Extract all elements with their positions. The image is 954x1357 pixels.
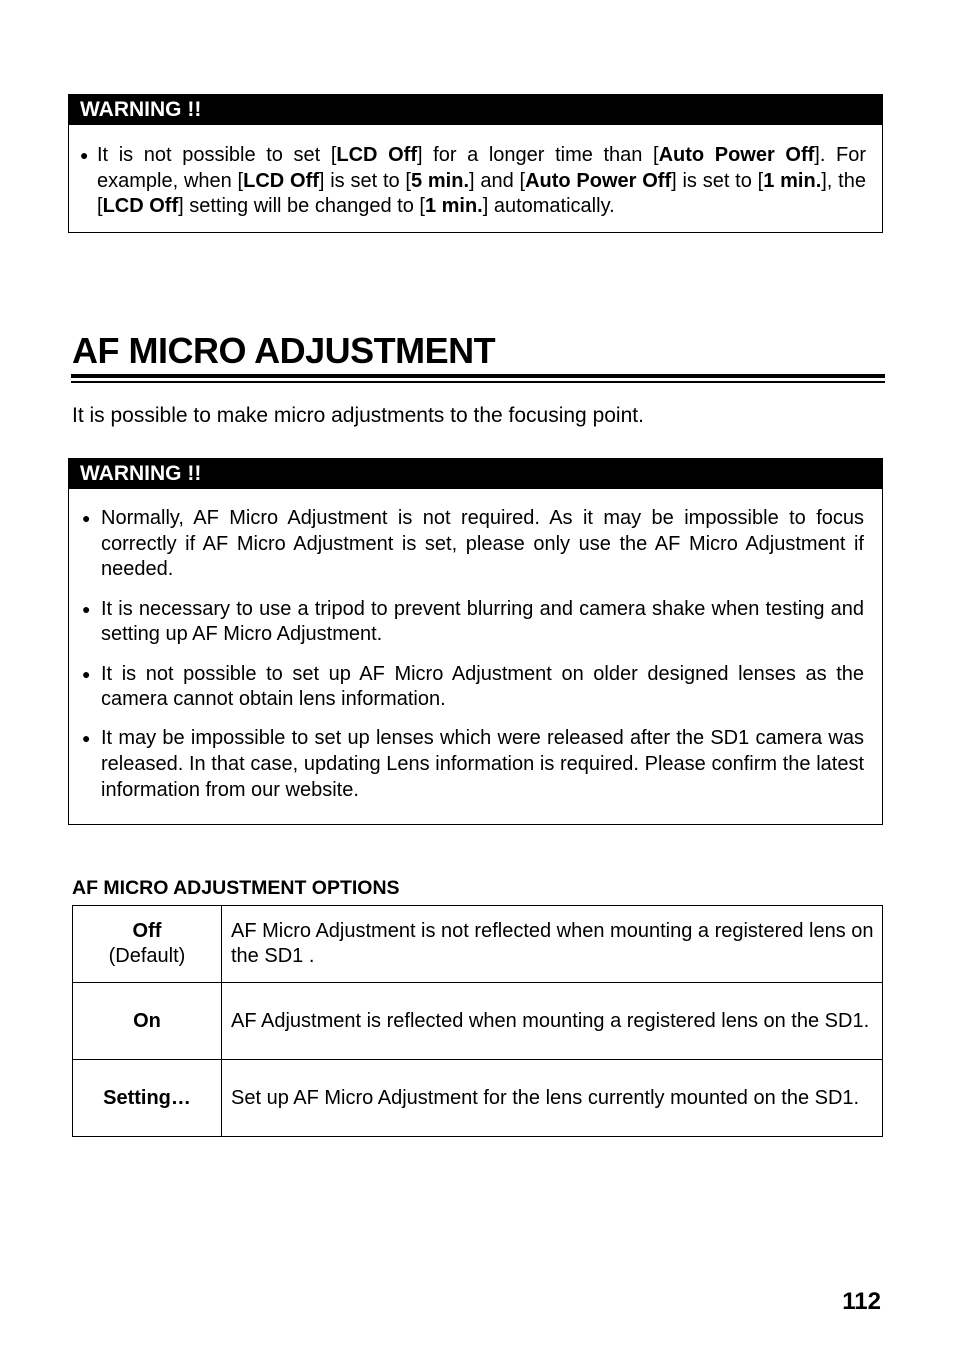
table-row <box>73 906 883 983</box>
bullet-icon: ● <box>82 600 91 617</box>
warning-bullet: ● It is necessary to use a tripod to prevent blurring and camera shake when testing and setting up AF Micro Adjustment. <box>82 597 864 646</box>
warning-header: WARNING !! <box>69 95 882 125</box>
bullet-icon: ● <box>82 510 91 526</box>
warning-bullet: ● It is not possible to set up AF Micro Adjustment on older designed lenses as the camera cannot obtain lens information. <box>82 662 864 711</box>
bullet-icon: ● <box>80 147 89 163</box>
warning-bullet: ● Normally, AF Micro Adjustment is not required. As it may be impossible to focus correctly if AF Micro Adjustment is set, please only use the AF Micro Adjustment if needed. <box>82 507 864 581</box>
section-title: AF MICRO ADJUSTMENT <box>72 330 496 371</box>
option-key-cell <box>73 983 222 1060</box>
warning-bullet: ● It may be impossible to set up lenses which were released after the SD1 camera was released. In that case, updating Lens information is required. Please confirm the latest information from our website. <box>82 727 864 801</box>
bullet-icon: ● <box>82 665 91 682</box>
warning-bullet: ● It is not possible to set [LCD Off] for a longer time than [Auto Power Off]. For example, when [LCD Off] is set to [5 min.] and [Auto Power Off] is set to [1 min.], the [LCD Off] setting will be changed to [1 min.] automatically. <box>80 144 866 218</box>
option-description: Set up AF Micro Adjustment for the lens currently mounted on the SD1. <box>222 1060 883 1137</box>
option-key: On <box>133 1009 161 1032</box>
warning-box-lcd <box>68 94 883 233</box>
options-title: AF MICRO ADJUSTMENT OPTIONS <box>72 877 400 899</box>
option-key: Off <box>132 920 162 942</box>
option-default-note: (Default) <box>108 945 186 967</box>
option-key: Setting… <box>103 1086 191 1109</box>
option-description: AF Micro Adjustment is not reflected when mounting a registered lens on the SD1 . <box>222 906 883 983</box>
table-row <box>73 1060 883 1137</box>
bullet-icon: ● <box>82 730 91 747</box>
page-number: 112 <box>842 1288 881 1315</box>
option-key-cell <box>73 1060 222 1137</box>
warning-header: WARNING !! <box>69 459 882 489</box>
option-key-cell <box>73 906 222 983</box>
table-row <box>73 983 883 1060</box>
warning-box-af <box>68 458 883 825</box>
section-intro: It is possible to make micro adjustments to the focusing point. <box>72 404 644 427</box>
title-rule-thin <box>71 381 885 383</box>
option-description: AF Adjustment is reflected when mounting a registered lens on the SD1. <box>222 983 883 1060</box>
options-table <box>72 905 883 1137</box>
title-rule-thick <box>71 374 885 378</box>
